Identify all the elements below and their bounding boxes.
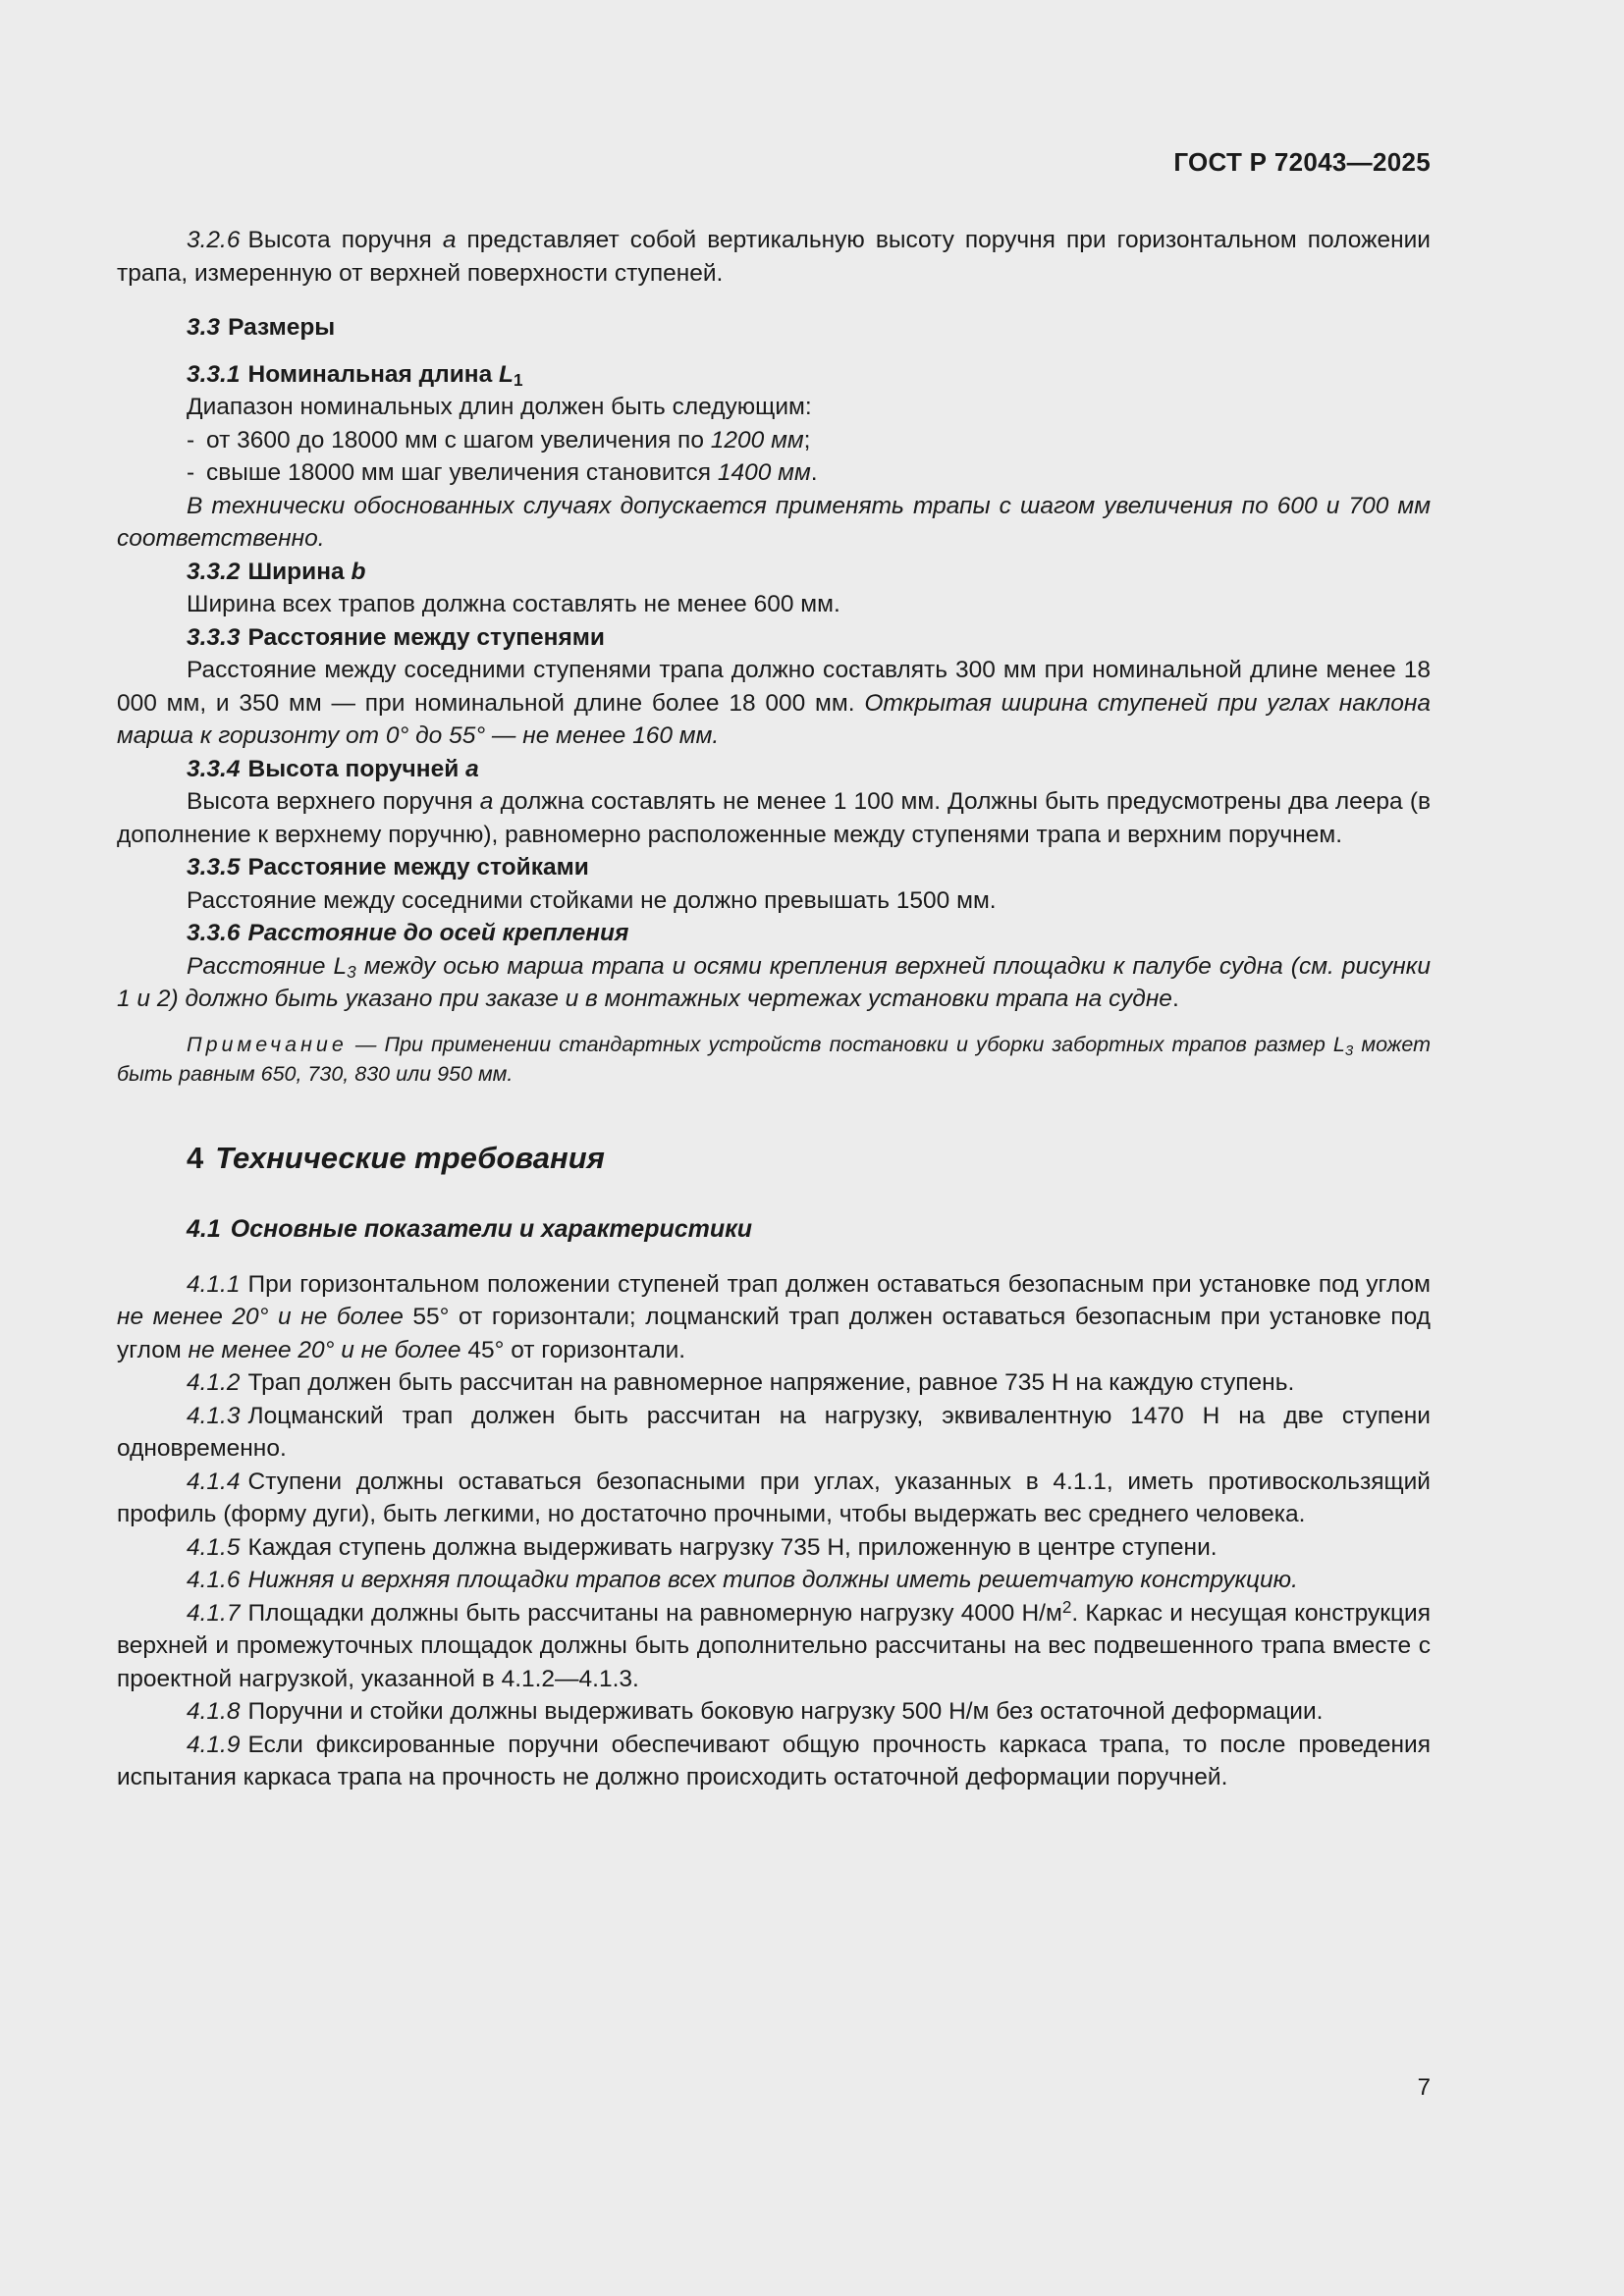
clause-4-1-6: 4.1.6 Нижняя и верхняя площадки трапов всех типов должны иметь решетчатую конструкцию.	[187, 1567, 1298, 1593]
clause-3-3-1-intro: Диапазон номинальных длин должен быть следующим:	[187, 394, 812, 420]
clause-3-3-5-text: Расстояние между соседними стойками не должно превышать 1500 мм.	[187, 886, 997, 914]
clause-4-1-5: 4.1.5 Каждая ступень должна выдерживать нагрузку 735 Н, приложенную в центре ступени.	[187, 1533, 1218, 1561]
document-body	[117, 224, 1431, 1794]
section-4-heading: 4 Технические требования	[187, 1140, 605, 1175]
section-3-3-heading: 3.3 Размеры	[187, 314, 336, 341]
clause-number: 3.2.6	[187, 227, 241, 253]
clause-3-3-4-text: Высота верхнего поручня a должна составлять не менее 1 100 мм. Должны быть предусмотрены два леера (в дополнение к верхнему поручню), равномерно расположенные между ступенями трапа и верхним поручнем.	[117, 788, 1431, 848]
clause-3-3-3-text: Расстояние между соседними ступенями трапа должно составлять 300 мм при номинальной длине менее 18 000 мм, и 350 мм — при номинальной длине более 18 000 мм. Открытая ширина ступеней при углах наклона марша к горизонту от 0° до 55° — не менее 160 мм.	[117, 657, 1431, 749]
clause-4-1-4: 4.1.4 Ступени должны оставаться безопасными при углах, указанных в 4.1.1, иметь противоскользящий профиль (форму дуги), быть легкими, но достаточно прочными, чтобы выдержать вес среднего человека.	[117, 1468, 1431, 1527]
section-4-1-heading: 4.1 Основные показатели и характеристики	[187, 1215, 753, 1243]
clause-3-3-4-heading: 3.3.4 Высота поручней a	[187, 755, 479, 782]
clause-3-3-3-heading: 3.3.3 Расстояние между ступенями	[187, 623, 605, 651]
note-label: Примечание	[187, 1032, 348, 1056]
clause-3-3-1-heading: 3.3.1 Номинальная длина $L_1$	[187, 360, 523, 390]
clause-3-3-1-note: В технически обоснованных случаях допускается применять трапы с шагом увеличения по 600 и 700 мм соответственно.	[117, 492, 1431, 552]
clause-4-1-9: 4.1.9 Если фиксированные поручни обеспечивают общую прочность каркаса трапа, то после проведения испытания каркаса трапа на прочность не должно происходить остаточной деформации поручней.	[117, 1731, 1431, 1790]
note: Примечание — При применении стандартных устройств постановки и уборки забортных трапов размер $L_3$ может быть равным 650, 730, 830 или 950 мм.	[117, 1032, 1431, 1086]
clause-4-1-7: 4.1.7 Площадки должны быть рассчитаны на равномерную нагрузку 4000 $Н/м^2$. Каркас и несущая конструкция верхней и промежуточных площадок должны быть дополнительно рассчитаны на вес подвешенного трапа вместе с проектной нагрузкой, указанной в 4.1.2—4.1.3.	[117, 1596, 1431, 1692]
list-item: - от 3600 до 18000 мм с шагом увеличения по 1200 мм;	[187, 426, 811, 454]
clause-4-1-8: 4.1.8 Поручни и стойки должны выдерживать боковую нагрузку 500 Н/м без остаточной деформации.	[187, 1698, 1324, 1725]
clause-4-1-2: 4.1.2 Трап должен быть рассчитан на равномерное напряжение, равное 735 Н на каждую ступень.	[187, 1369, 1295, 1396]
clause-3-3-2-text: Ширина всех трапов должна составлять не менее 600 мм.	[187, 591, 840, 617]
clause-3-3-6-heading: 3.3.6 Расстояние до осей крепления	[187, 920, 629, 946]
clause-3-3-6-text: Расстояние $L_3$ между осью марша трапа и осями крепления верхней площадки к палубе судна (см. рисунки 1 и 2) должно быть указано при заказе и в монтажных чертежах установки трапа на судне.	[117, 952, 1431, 1012]
clause-4-1-1: 4.1.1 При горизонтальном положении ступеней трап должен оставаться безопасным при установке под углом не менее 20° и не более 55° от горизонтали; лоцманский трап должен оставаться безопасным при установке под углом не менее 20° и не более 45° от горизонтали.	[117, 1270, 1431, 1363]
clause-3-2-6: 3.2.6 Высота поручня a представляет собой вертикальную высоту поручня при горизонтальном положении трапа, измеренную от верхней поверхности ступеней.	[117, 227, 1431, 287]
clause-4-1-3: 4.1.3 Лоцманский трап должен быть рассчитан на нагрузку, эквивалентную 1470 Н на две ступени одновременно.	[117, 1402, 1431, 1462]
list-item: - свыше 18000 мм шаг увеличения становится 1400 мм.	[187, 459, 818, 486]
clause-3-3-5-heading: 3.3.5 Расстояние между стойками	[187, 854, 589, 881]
clause-3-3-2-heading: 3.3.2 Ширина b	[187, 558, 366, 585]
page-number: 7	[1417, 2074, 1431, 2101]
document-id-header: ГОСТ Р 72043—2025	[1173, 147, 1431, 177]
